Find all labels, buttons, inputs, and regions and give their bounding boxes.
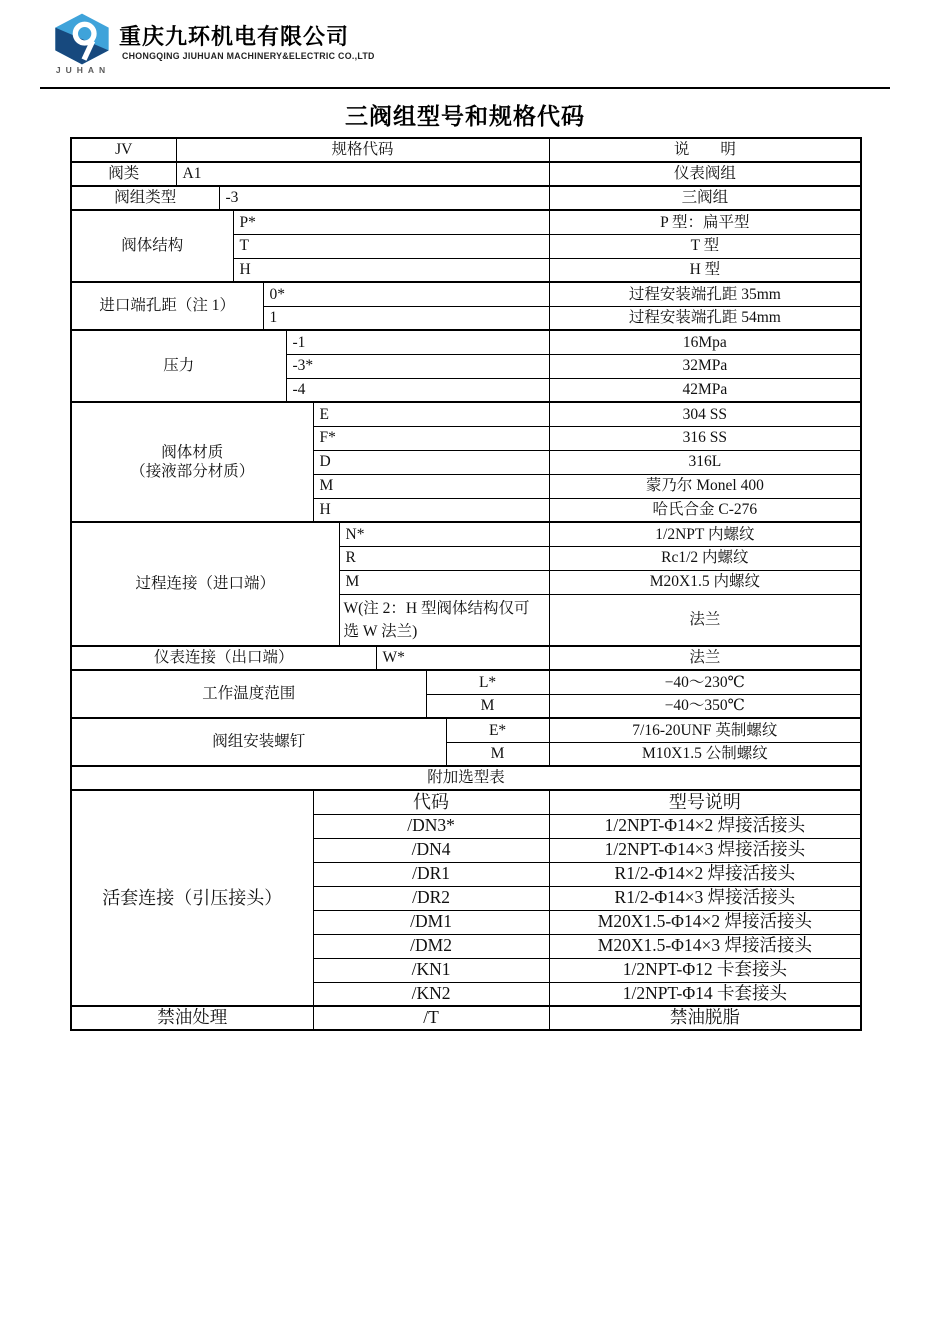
code-cell: F*: [313, 426, 549, 450]
code-cell: /KN2: [313, 982, 549, 1006]
desc-cell: 7/16-20UNF 英制螺纹: [549, 718, 861, 742]
code-cell: /KN1: [313, 958, 549, 982]
desc-cell: 1/2NPT-Φ14×2 焊接活接头: [549, 814, 861, 838]
page-title: 三阀组型号和规格代码: [345, 104, 585, 129]
desc-cell: Rc1/2 内螺纹: [549, 546, 861, 570]
code-cell: /T: [313, 1006, 549, 1030]
company-logo: [47, 13, 119, 79]
desc-cell: 316 SS: [549, 426, 861, 450]
header-divider: [40, 87, 890, 89]
desc-cell: R1/2-Φ14×3 焊接活接头: [549, 886, 861, 910]
desc-cell: −40～230℃: [549, 670, 861, 694]
desc-cell: 1/2NPT-Φ14×3 焊接活接头: [549, 838, 861, 862]
desc-cell: 42MPa: [549, 378, 861, 402]
body-material-line1: 阀体材质: [161, 443, 224, 461]
code-cell: -4: [286, 378, 549, 402]
desc-cell: 316L: [549, 450, 861, 474]
company-name-en: CHONGQING JIUHUAN MACHINERY&ELECTRIC CO.,LTD: [122, 51, 375, 61]
desc-cell: M10X1.5 公制螺纹: [549, 742, 861, 766]
table-row: [71, 718, 861, 742]
desc-cell: H 型: [549, 258, 861, 282]
desc-cell: 过程安装端孔距 54mm: [549, 306, 861, 330]
desc-cell: 过程安装端孔距 35mm: [549, 282, 861, 306]
company-name-cn: 重庆九环机电有限公司: [119, 24, 350, 49]
code-cell: /DR1: [313, 862, 549, 886]
section-label-temperature-range: 工作温度范围: [71, 670, 426, 718]
code-cell: H: [233, 258, 549, 282]
addon-desc-header: 型号说明: [549, 790, 861, 814]
desc-cell: 蒙乃尔 Monel 400: [549, 474, 861, 498]
table-row: [71, 670, 861, 694]
table-row: [71, 186, 861, 210]
section-label-oil-free: 禁油处理: [71, 1006, 313, 1030]
header-spec-cell: 规格代码: [176, 138, 549, 162]
code-cell: -3: [219, 186, 549, 210]
code-cell: H: [313, 498, 549, 522]
section-label-pressure: 压力: [71, 330, 286, 402]
desc-cell: M20X1.5 内螺纹: [549, 570, 861, 594]
desc-cell: 禁油脱脂: [549, 1006, 861, 1030]
addon-code-header: 代码: [313, 790, 549, 814]
code-cell: M: [339, 570, 549, 594]
desc-cell: 32MPa: [549, 354, 861, 378]
desc-cell: 仪表阀组: [549, 162, 861, 186]
section-label-valve-class: 阀类: [71, 162, 176, 186]
section-label-process-connection: 过程连接（进口端）: [71, 522, 339, 646]
desc-cell: 哈氏合金 C-276: [549, 498, 861, 522]
code-cell: D: [313, 450, 549, 474]
desc-cell: −40～350℃: [549, 694, 861, 718]
code-cell: /DN3*: [313, 814, 549, 838]
code-cell: A1: [176, 162, 549, 186]
section-label-mounting-screw: 阀组安装螺钉: [71, 718, 446, 766]
oil-free-row: [71, 1006, 861, 1030]
code-cell: E: [313, 402, 549, 426]
addon-table-title: 附加选型表: [71, 766, 861, 790]
desc-cell: T 型: [549, 234, 861, 258]
code-cell: N*: [339, 522, 549, 546]
desc-cell: 法兰: [549, 646, 861, 670]
table-row: [71, 522, 861, 546]
code-cell: L*: [426, 670, 549, 694]
code-cell: M: [426, 694, 549, 718]
desc-cell: 1/2NPT-Φ14 卡套接头: [549, 982, 861, 1006]
header-desc-cell: 说 明: [549, 138, 861, 162]
code-cell: -1: [286, 330, 549, 354]
code-cell: E*: [446, 718, 549, 742]
code-cell: /DM1: [313, 910, 549, 934]
code-cell: W(注 2：H 型阀体结构仅可选 W 法兰): [339, 594, 549, 646]
table-row: [71, 646, 861, 670]
desc-cell: 16Mpa: [549, 330, 861, 354]
spec-table-container: [70, 137, 861, 1031]
table-row: [71, 210, 861, 234]
code-cell: /DN4: [313, 838, 549, 862]
code-cell: /DM2: [313, 934, 549, 958]
code-cell: 0*: [263, 282, 549, 306]
code-cell: M: [313, 474, 549, 498]
desc-cell: 1/2NPT-Φ12 卡套接头: [549, 958, 861, 982]
header-model-cell: JV: [71, 138, 176, 162]
desc-cell: 三阀组: [549, 186, 861, 210]
table-header-row: [71, 138, 861, 162]
code-cell: T: [233, 234, 549, 258]
desc-cell: M20X1.5-Φ14×2 焊接活接头: [549, 910, 861, 934]
code-cell: R: [339, 546, 549, 570]
table-row: [71, 402, 861, 426]
code-cell: P*: [233, 210, 549, 234]
desc-cell: 304 SS: [549, 402, 861, 426]
section-label-manifold-type: 阀组类型: [71, 186, 219, 210]
addon-title-row: [71, 766, 861, 790]
table-row: [71, 162, 861, 186]
table-row: [71, 282, 861, 306]
code-cell: M: [446, 742, 549, 766]
company-header: [0, 0, 930, 90]
section-label-body-material: [71, 402, 313, 522]
desc-cell: P 型：扁平型: [549, 210, 861, 234]
section-label-body-structure: 阀体结构: [71, 210, 233, 282]
section-label-instrument-connection: 仪表连接（出口端）: [71, 646, 376, 670]
code-cell: W*: [376, 646, 549, 670]
code-cell: -3*: [286, 354, 549, 378]
section-label-loop-connection: 活套连接（引压接头）: [71, 790, 313, 1006]
code-cell: /DR2: [313, 886, 549, 910]
desc-cell: 法兰: [549, 594, 861, 646]
code-cell: 1: [263, 306, 549, 330]
spec-table: [70, 137, 862, 1031]
desc-cell: R1/2-Φ14×2 焊接活接头: [549, 862, 861, 886]
desc-cell: M20X1.5-Φ14×3 焊接活接头: [549, 934, 861, 958]
addon-header-row: [71, 790, 861, 814]
logo-brand-text: JUHAN: [55, 65, 111, 75]
table-row: [71, 330, 861, 354]
body-material-line2: （接液部分材质）: [130, 463, 255, 480]
section-label-inlet-spacing: 进口端孔距（注 1）: [71, 282, 263, 330]
logo-hexagon-icon: [47, 13, 117, 65]
desc-cell: 1/2NPT 内螺纹: [549, 522, 861, 546]
